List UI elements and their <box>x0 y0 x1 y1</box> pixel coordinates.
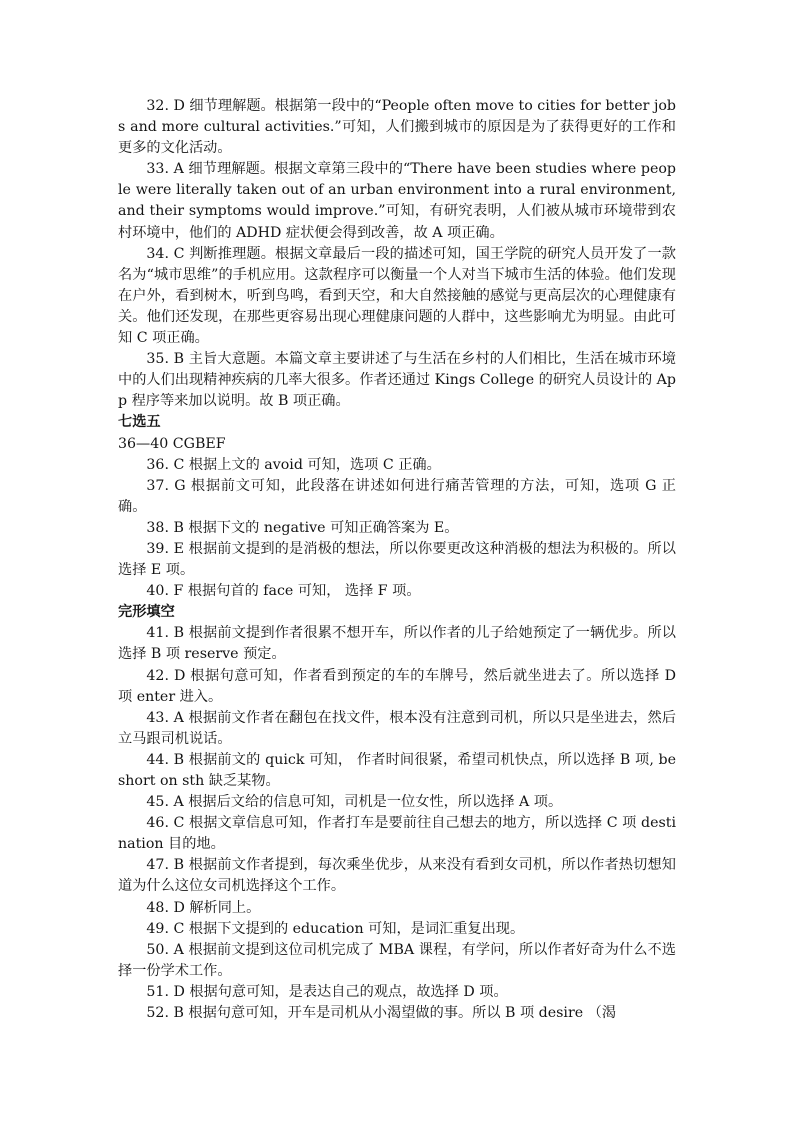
answer-47: 47. B 根据前文作者提到，每次乘坐优步，从来没有看到女司机，所以作者热切想知道为什么这位女司机选择这个工作。 <box>118 857 676 895</box>
answer-50: 50. A 根据前文提到这位司机完成了 MBA 课程，有学问，所以作者好奇为什么不选择一份学术工作。 <box>118 941 676 979</box>
answer-46: 46. C 根据文章信息可知，作者打车是要前往自己想去的地方，所以选择 C 项 destination 目的地。 <box>118 815 676 853</box>
answer-39: 39. E 根据前文提到的是消极的想法，所以你要更改这种消极的想法为积极的。所以选择 E 项。 <box>118 540 676 579</box>
answer-41: 41. B 根据前文提到作者很累不想开车，所以作者的儿子给她预定了一辆优步。所以选择 B 项 reserve 预定。 <box>118 625 676 663</box>
answer-35: 35. B 主旨大意题。本篇文章主要讲述了与生活在乡村的人们相比，生活在城市环境中的人们出现精神疾病的几率大很多。作者还通过 Kings College 的研究人员设计的 App 程序等来加以说明。故 B 项正确。 <box>118 351 676 410</box>
answer-32: 32. D 细节理解题。根据第一段中的“People often move to cities for better jobs and more cultural activities.”可知，人们搬到城市的原因是为了获得更好的工作和更多的文化活动。 <box>118 98 676 157</box>
answer-44: 44. B 根据前文的 quick 可知， 作者时间很紧，希望司机快点，所以选择 B 项, be short on sth 缺乏某物。 <box>118 751 676 789</box>
answer-37: 37. G 根据前文可知，此段落在讲述如何进行痛苦管理的方法，可知，选项 G 正确。 <box>118 477 676 515</box>
section-heading-seven-choose-five: 七选五 <box>118 414 161 431</box>
answer-33: 33. A 细节理解题。根据文章第三段中的“There have been studies where people were literally taken out of an urban environment into a rural environment, and their symptoms would improve.”可知，有研究表明，人们被从城市环境带到农村环境中，他们的 ADHD 症状便会得到改善，故 A 项正确。 <box>118 161 676 241</box>
answer-42: 42. D 根据句意可知，作者看到预定的车的车牌号，然后就坐进去了。所以选择 D 项 enter 进入。 <box>118 667 676 705</box>
answer-40: 40. F 根据句首的 face 可知， 选择 F 项。 <box>146 583 421 600</box>
answer-45: 45. A 根据后文给的信息可知，司机是一位女性，所以选择 A 项。 <box>146 794 563 811</box>
answer-51: 51. D 根据句意可知，是表达自己的观点，故选择 D 项。 <box>146 983 508 1000</box>
answer-36: 36. C 根据上文的 avoid 可知，选项 C 正确。 <box>146 456 441 473</box>
answer-43: 43. A 根据前文作者在翻包在找文件，根本没有注意到司机，所以只是坐进去，然后立马跟司机说话。 <box>118 709 676 747</box>
answer-34: 34. C 判断推理题。根据文章最后一段的描述可知，国王学院的研究人员开发了一款名为“城市思维”的手机应用。这款程序可以衡量一个人对当下城市生活的体验。他们发现在户外，看到树木，听到鸟鸣，看到天空，和大自然接触的感觉与更高层次的心理健康有关。他们还发现，在那些更容易出现心理健康问题的人群中，这些影响尤为明显。由此可知 C 项正确。 <box>118 245 676 347</box>
answer-explanations <box>118 96 676 1024</box>
answer-38: 38. B 根据下文的 negative 可知正确答案为 E。 <box>146 519 459 536</box>
answer-48: 48. D 解析同上。 <box>146 899 261 916</box>
answer-52: 52. B 根据句意可知，开车是司机从小渴望做的事。所以 B 项 desire （渴 <box>146 1005 617 1022</box>
section-heading-cloze: 完形填空 <box>118 604 175 621</box>
answer-key-36-40: 36—40 CGBEF <box>118 435 226 452</box>
answer-49: 49. C 根据下文提到的 education 可知，是词汇重复出现。 <box>146 920 525 937</box>
